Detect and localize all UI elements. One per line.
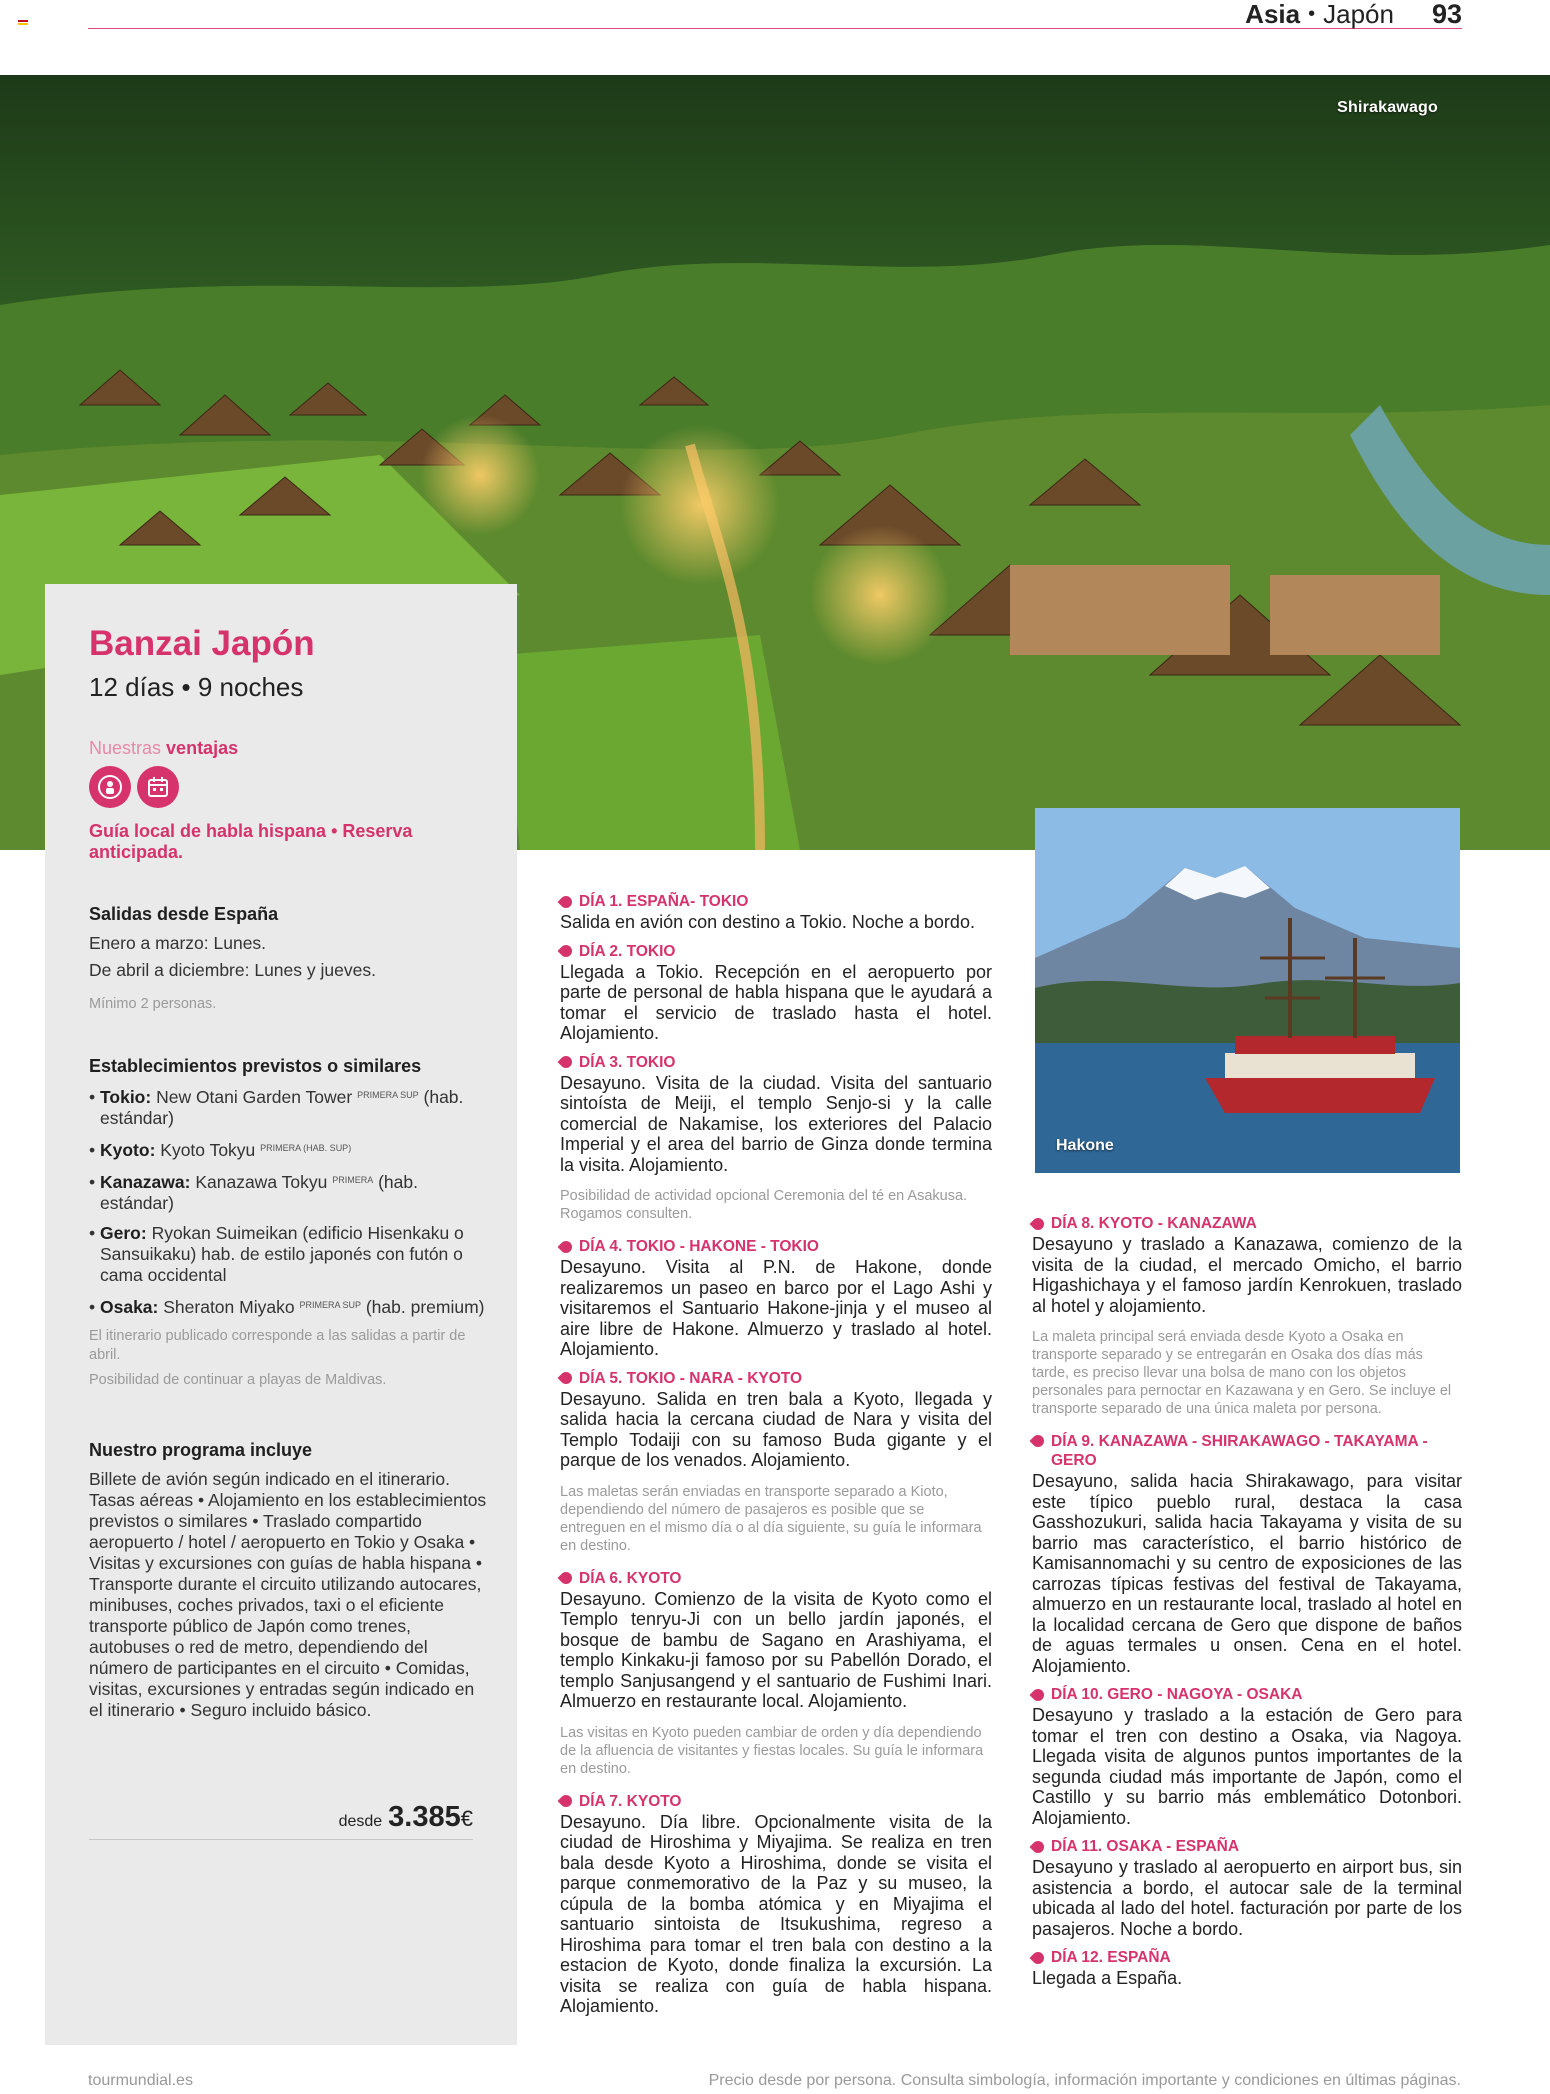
hotel-item: • Kyoto: Kyoto Tokyu $^{PRIMERA (HAB. SUP)}$	[89, 1140, 352, 1160]
day-text: Salida en avión con destino a Tokio. Noche a bordo.	[560, 912, 975, 932]
day-note: Las visitas en Kyoto pueden cambiar de orden y día dependiendo de la afluencia de visitantes y fiestas locales. Su guía le informara en destino.	[560, 1724, 984, 1777]
price-amount: 3.385	[388, 1801, 461, 1833]
day-note: La maleta principal será enviada desde Kyoto a Osaka en transporte separado y se entregarán en Osaka dos días más tarde, es preciso llevar una bolsa de mano con los objetos personales para pernoctar en Kazawana y en Gero. Se incluye el transporte separado de una única maleta por persona.	[1032, 1329, 1452, 1417]
day-text: Desayuno. Visita de la ciudad. Visita del santuario sintoísta de Meiji, el templo Senjo-si y la calle comercial de Nakamise, los exteriores del Palacio Imperial y el area del barrio de Ginza donde termina la visita. Alojamiento.	[560, 1072, 992, 1175]
day-bullet-icon	[558, 1793, 575, 1810]
advantages-label	[89, 738, 238, 759]
day-bullet-icon	[558, 893, 575, 910]
hotels-note-2: Posibilidad de continuar a playas de Maldivas.	[89, 1372, 387, 1388]
trip-title: Banzai Japón	[89, 624, 315, 663]
day-bullet-icon	[558, 1054, 575, 1071]
advantages-icons	[89, 766, 179, 808]
day-text: Desayuno y traslado a Kanazawa, comienzo de la visita de la ciudad, el mercado Omicho, el barrio Higashichaya y el famoso jardín Kenrokuen, traslado al hotel y alojamiento.	[1032, 1234, 1462, 1316]
guide-speech-icon	[89, 766, 131, 808]
departures-line-2: De abril a diciembre: Lunes y jueves.	[89, 960, 376, 980]
departures-section	[89, 904, 489, 1014]
day-title: DÍA 5. TOKIO - NARA - KYOTO	[579, 1369, 803, 1387]
footer-disclaimer: Precio desde por persona. Consulta simbología, información importante y condiciones en últimas páginas.	[708, 2072, 1461, 2089]
hotel-item: • Tokio: New Otani Garden Tower $^{PRIMERA SUP}$ (hab. estándar)	[89, 1087, 464, 1128]
day-bullet-icon	[1030, 1215, 1047, 1232]
hotels-note-1: El itinerario publicado corresponde a las salidas a partir de abril.	[89, 1328, 466, 1363]
itinerary-day	[1032, 1837, 1462, 1939]
day-text: Llegada a Tokio. Recepción en el aeropuerto por parte de personal de habla hispana que le ayudará a tomar el servicio de traslado hasta el hotel. Alojamiento.	[560, 961, 992, 1043]
calendar-icon	[137, 766, 179, 808]
day-text: Llegada a España.	[1032, 1968, 1183, 1988]
itinerary-day	[1032, 1214, 1462, 1418]
day-note: Las maletas serán enviadas en transporte separado a Kioto, dependiendo del número de pasajeros es posible que se entreguen en el mismo día o al día siguiente, su guía le informara en destino.	[560, 1483, 982, 1554]
hotel-item: • Kanazawa: Kanazawa Tokyu $^{PRIMERA}$ (hab. estándar)	[89, 1172, 418, 1213]
includes-text: Billete de avión según indicado en el itinerario. Tasas aéreas • Alojamiento en los establecimientos previstos o similares • Traslado compartido aeropuerto / hotel / aeropuerto en Tokio y Osaka • Visitas y excursiones con guías de habla hispana • Transporte durante el circuito utilizando autocares, minibuses, coches privados, taxi o el eficiente transporte público de Japón como trenes, autobuses o red de metro, dependiendo del número de participantes en el circuito • Comidas, visitas, excursiones y entradas según indicado en el itinerario • Seguro incluido básico.	[89, 1469, 487, 1720]
trip-duration: 12 días • 9 noches	[89, 672, 304, 702]
itinerary-day	[560, 1569, 992, 1778]
includes-title: Nuestro programa incluye	[89, 1440, 313, 1460]
day-bullet-icon	[558, 1570, 575, 1587]
day-text: Desayuno. Comienzo de la visita de Kyoto como el Templo tenryu-Ji con un bello jardín japonés, el bosque de bambu de Sagano en Arashiyama, el templo Kinkaku-ji famoso por su Pabellón Dorado, el templo Sanjusangend y el santuario de Fushimi Inari. Almuerzo en restaurante local. Alojamiento.	[560, 1588, 992, 1711]
advantages-label-b: ventajas	[166, 738, 239, 758]
price-divider	[89, 1839, 473, 1840]
advantages-label-a: Nuestras	[89, 738, 162, 758]
header-separator: •	[1308, 2, 1316, 25]
day-text: Desayuno, salida hacia Shirakawago, para visitar este típico pueblo rural, destaca la casa Gasshozukuri, salida hacia Takayama y visita de su barrio mas característico, el barrio histórico de Kamisannomachi y su centro de exposiciones de las carrozas típicas festivas del festival de Takayama, almuerzo en un restaurante local, traslado al hotel en la localidad cercana de Gero que dispone de baños de aguas termales u onsen. Cena en el hotel. Alojamiento.	[1032, 1471, 1462, 1676]
price-currency: €	[460, 1806, 473, 1831]
photo-hakone	[1035, 808, 1460, 1173]
hero-caption: Shirakawago	[1337, 99, 1438, 116]
itinerary-day	[560, 1792, 992, 2017]
day-bullet-icon	[1030, 1949, 1047, 1966]
day-title: DÍA 7. KYOTO	[579, 1792, 682, 1810]
itinerary-day	[1032, 1685, 1462, 1828]
day-title: DÍA 6. KYOTO	[579, 1569, 682, 1587]
footer-website: tourmundial.es	[88, 2072, 193, 2089]
day-title: DÍA 10. GERO - NAGOYA - OSAKA	[1051, 1686, 1303, 1703]
day-title: DÍA 9. KANAZAWA - SHIRAKAWAGO - TAKAYAMA - GERO	[1051, 1433, 1428, 1469]
header-region: Asia	[1245, 0, 1301, 29]
includes-section	[89, 1440, 489, 1721]
departures-title: Salidas desde España	[89, 904, 279, 924]
departures-note: Mínimo 2 personas.	[89, 996, 217, 1012]
itinerary-day	[1032, 1432, 1462, 1676]
day-title: DÍA 8. KYOTO - KANAZAWA	[1051, 1215, 1257, 1232]
day-title: DÍA 12. ESPAÑA	[1051, 1949, 1171, 1966]
itinerary-day	[560, 1369, 992, 1555]
hotels-section	[89, 1056, 489, 1390]
day-title: DÍA 3. TOKIO	[579, 1053, 676, 1071]
day-text: Desayuno. Día libre. Opcionalmente visita de la ciudad de Hiroshima y Miyajima. Se realiza en tren bala desde Kyoto a Hiroshima, donde se visita el parque conmemorativo de la Paz y su museo, la cúpula de la bomba atómica y en Miyajima el santuario sintoista de Itsukushima, regreso a Hiroshima para tomar el tren bala con destino a la estacion de Kyoto, donde finaliza la excursión. La visita se realiza con guía de habla hispana. Alojamiento.	[560, 1811, 992, 2016]
day-bullet-icon	[558, 943, 575, 960]
hakone-illustration	[1035, 808, 1460, 1173]
day-text: Desayuno. Salida en tren bala a Kyoto, llegada y salida hacia la cercana ciudad de Nara y visita del Templo Todaiji con su famoso Buda gigante y el parque de los venados. Alojamiento.	[560, 1388, 992, 1470]
itinerary-column-right	[1032, 1214, 1462, 1998]
day-title: DÍA 4. TOKIO - HAKONE - TOKIO	[579, 1238, 819, 1255]
flag-icon	[18, 20, 28, 27]
itinerary-day	[560, 892, 992, 933]
departures-line-1: Enero a marzo: Lunes.	[89, 933, 267, 953]
itinerary-day	[560, 1237, 992, 1360]
day-bullet-icon	[1030, 1838, 1047, 1855]
header-country: Japón	[1323, 0, 1394, 29]
day-bullet-icon	[1030, 1433, 1047, 1450]
trip-summary-panel	[45, 584, 517, 2045]
itinerary-column-left	[560, 892, 992, 2026]
day-bullet-icon	[558, 1370, 575, 1387]
hotels-list	[89, 1085, 489, 1318]
hotels-title: Establecimientos previstos o similares	[89, 1056, 422, 1076]
hotel-item: • Gero: Ryokan Suimeikan (edificio Hisenkaku o Sansuikaku) hab. de estilo japonés con futón o cama occidental	[89, 1223, 464, 1285]
day-title: DÍA 2. TOKIO	[579, 942, 676, 960]
day-text: Desayuno y traslado a la estación de Gero para tomar el tren con destino a Osaka, via Nagoya. Llegada visita de algunos puntos importantes de la segunda ciudad más importante de Japón, como el Castillo y su barrio más emblemático Dotonbori. Alojamiento.	[1032, 1705, 1462, 1828]
day-title: DÍA 11. OSAKA - ESPAÑA	[1051, 1838, 1240, 1855]
hotel-item: • Osaka: Sheraton Miyako $^{PRIMERA SUP}$ (hab. premium)	[89, 1297, 485, 1317]
price-prefix: desde	[338, 1813, 383, 1830]
day-bullet-icon	[1030, 1686, 1047, 1703]
itinerary-day	[560, 942, 992, 1044]
itinerary-day	[560, 1053, 992, 1224]
page-number: 93	[1431, 0, 1462, 29]
day-text: Desayuno y traslado al aeropuerto en airport bus, sin asistencia a bordo, el autocar sale de la terminal ubicada al lado del hotel. facturación por parte de los pasajeros. Noche a bordo.	[1032, 1857, 1462, 1939]
hakone-caption: Hakone	[1056, 1137, 1114, 1154]
price	[339, 1801, 473, 1834]
day-text: Desayuno. Visita al P.N. de Hakone, donde realizaremos un paseo en barco por el Lago Ashi y visitaremos el Santuario Hakone-jinja y el museo al aire libre de Hakone. Almuerzo y traslado al hotel. Alojamiento.	[560, 1257, 992, 1359]
page-header	[1245, 0, 1462, 28]
day-note: Posibilidad de actividad opcional Ceremonia del té en Asakusa. Rogamos consulten.	[560, 1188, 968, 1222]
day-bullet-icon	[558, 1238, 575, 1255]
itinerary-day	[1032, 1948, 1462, 1989]
day-title: DÍA 1. ESPAÑA- TOKIO	[579, 893, 749, 910]
advantages-text: Guía local de habla hispana • Reserva anticipada.	[89, 821, 413, 862]
